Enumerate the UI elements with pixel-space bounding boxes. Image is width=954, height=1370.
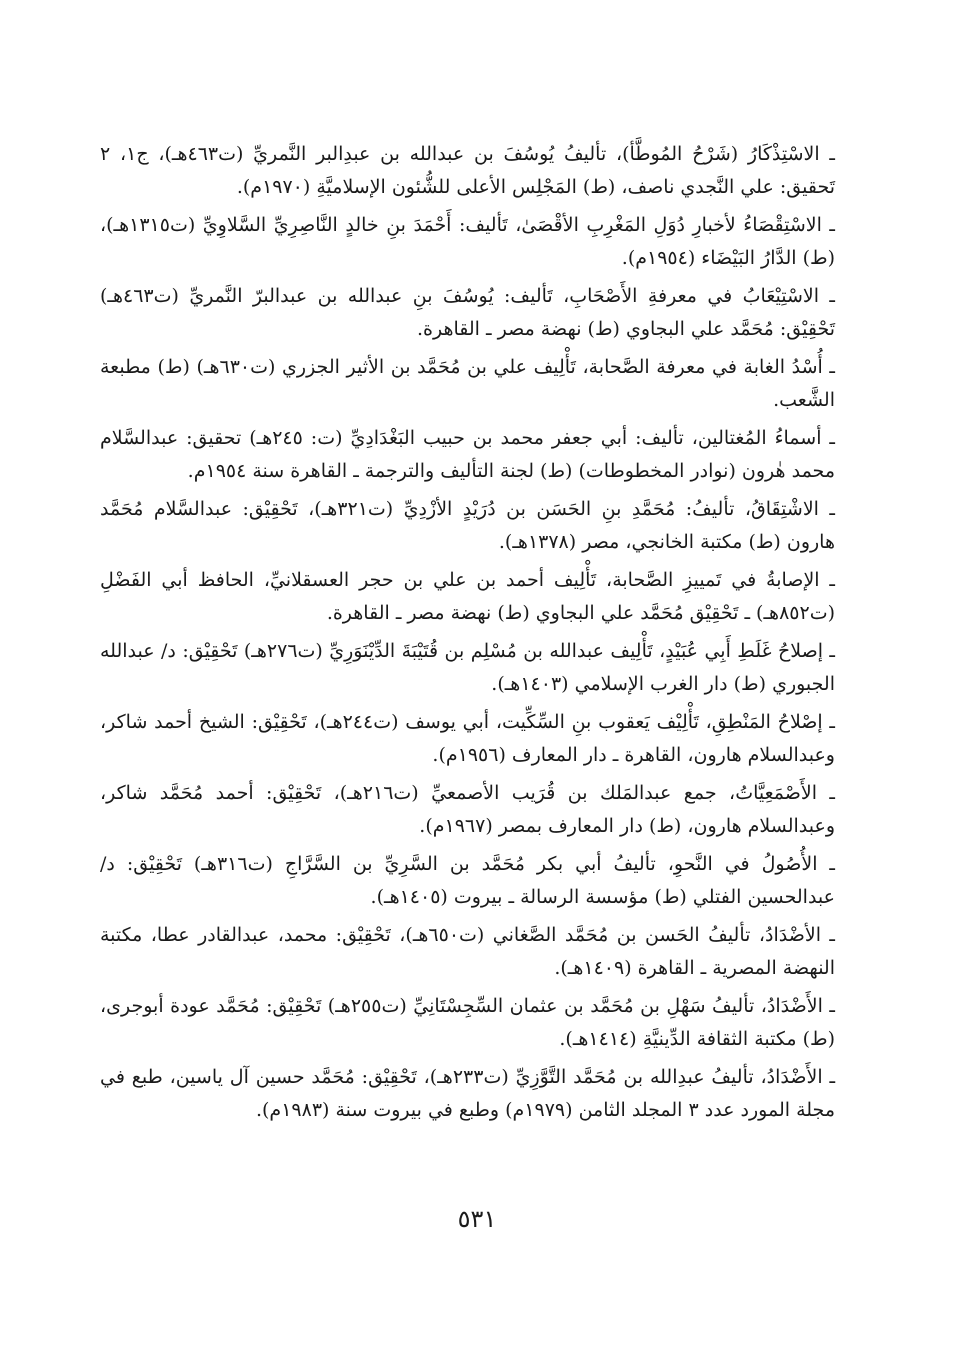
bibliography-list — [100, 138, 835, 1132]
bibliography-entry: ـ الاسْتِقْصَاءُ لأخبارِ دُوَلِ المَغْرِبِ الأقْصَىٰ، تَأليف: أَحْمَدَ بنِ خالدٍ النَّاصِرِيِّ السَّلاوِيِّ (ت١٣١٥هـ)، (ط) الدَّارُ البَيْضَاء (١٩٥٤م). — [100, 214, 835, 269]
page-number: ٥٣١ — [457, 1205, 497, 1233]
bibliography-entry: ـ الاسْتِذْكَارُ (شَرْحُ المُوطَّأ)، تأليفُ يُوسُفَ بن عبدالله بن عبدِالبر النَّمريِّ (ت٤٦٣هـ)، ج١، ٢ تَحقيق: علي النَّجدي ناصف، (ط) المَجْلِس الأعلى للشُّئون الإسلاميَّةِ (١٩٧٠م). — [100, 143, 835, 198]
bibliography-entry: ـ إصْلاحُ المَنْطِقِ، تَأْلِيْف يَعقوب بنِ السِّكِّيت، أبي يوسف (ت٢٤٤هـ)، تَحْقِيْق: الشيخ أحمد شاكر، وعبدالسلام هارون، القاهرة ـ دار المعارف (١٩٥٦م). — [100, 711, 835, 766]
bibliography-entry: ـ الأُصُولُ في النَّحوِ، تأليفُ أبي بكر مُحَمَّد بن السَّرِيِّ بن السَّرَّاجِ (ت٣١٦هـ) تَحْقِيْق: د/ عبدالحسين الفتلي (ط) مؤسسة الرسالة ـ بيروت (١٤٠٥هـ). — [100, 853, 835, 908]
bibliography-entry: ـ الأضْدَادُ، تأليفُ الحَسن بن مُحَمَّد الصَّغاني (ت٦٥٠هـ)، تَحْقِيْق: محمد، عبدالقادر عطا، مكتبة النهضة المصرية ـ القاهرة (١٤٠٩هـ). — [100, 924, 835, 979]
bibliography-entry: ـ الأَضْدَادُ، تأليفُ عبدِالله بن مُحَمَّد التَّوَّزِيِّ (ت٢٣٣هـ)، تَحْقِيْق: مُحَمَّد حسين آل ياسين، طبع في مجلة المورد عدد ٣ المجلد الثامن (١٩٧٩م) وطبع في بيروت سنة (١٩٨٣م). — [100, 1066, 836, 1121]
bibliography-entry: ـ الاسْتِيْعَابُ في معرفةِ الأَصْحَابِ، تَأليف: يُوسُفَ بنِ عبدالله بن عبدالبرّ النَّمريِّ (ت٤٦٣هـ) تَحْقِيْق: مُحَمَّد علي البجاوي (ط) نهضة مصر ـ القاهرة. — [100, 285, 835, 340]
bibliography-entry: ـ الإصابةُ في تَمييزِ الصَّحابة، تَأْلِيف أحمد بن علي بن حجر العسقلانيِّ، الحافظ أبي الفَضْلِ (ت٨٥٢هـ) ـ تَحْقِيْق مُحَمَّد علي البجاوي (ط) نهضة مصر ـ القاهرة. — [100, 569, 835, 624]
bibliography-entry: ـ إصلاحُ غَلَطِ أَبِي عُبَيْدٍ، تَأْلِيف عبدالله بن مُسْلِم بن قُتَيْبَةَ الدِّيْنَوَرِيِّ (ت٢٧٦هـ) تَحْقِيْق: د/ عبدالله الجبوري (ط) دار الغرب الإسلامي (١٤٠٣هـ). — [100, 640, 835, 695]
bibliography-entry: ـ الأَصْمَعِيَّاتُ، جمع عبدالمَلك بن قُرَيب الأصمعيِّ (ت٢١٦هـ)، تَحْقِيْق: أحمد مُحَمَّد شاكر، وعبدالسلام هارون، (ط) دار المعارف بمصر (١٩٦٧م). — [100, 782, 836, 837]
bibliography-entry: ـ أسماءُ المُغتالين، تأليف: أبي جعفر محمد بن حبيب البَغْدَادِيِّ (ت: ٢٤٥هـ) تحقيق: عبدالسَّلام محمد هٰرون (نوادر المخطوطات) (ط) لجنة التأليف والترجمة ـ القاهرة سنة ١٩٥٤م. — [100, 427, 835, 482]
bibliography-entry: ـ أُسْدُ الغابة في معرفة الصَّحابة، تَأْلِيف علي بن مُحَمَّد بن الأثير الجزري (ت٦٣٠هـ) (ط) مطبعة الشَّعب. — [100, 356, 835, 411]
bibliography-entry: ـ الأَضْدَادُ، تأليفُ سَهْلِ بن مُحَمَّد بن عثمان السِّجِسْتَانِيِّ (ت٢٥٥هـ) تَحْقِيْق: مُحَمَّد عودة أبوجرى، (ط) مكتبة الثقافة الدِّينيَّةِ (١٤١٤هـ). — [100, 995, 835, 1050]
bibliography-entry: ـ الاشْتِقَاقُ، تأليفُ: مُحَمَّدِ بنِ الحَسَن بن دُرَيْدٍ الأزْدِيِّ (ت٣٢١هـ)، تَحْقِيْق: عبدالسَّلام مُحَمَّد هارون (ط) مكتبة الخانجي، مصر (١٣٧٨هـ). — [100, 498, 835, 553]
